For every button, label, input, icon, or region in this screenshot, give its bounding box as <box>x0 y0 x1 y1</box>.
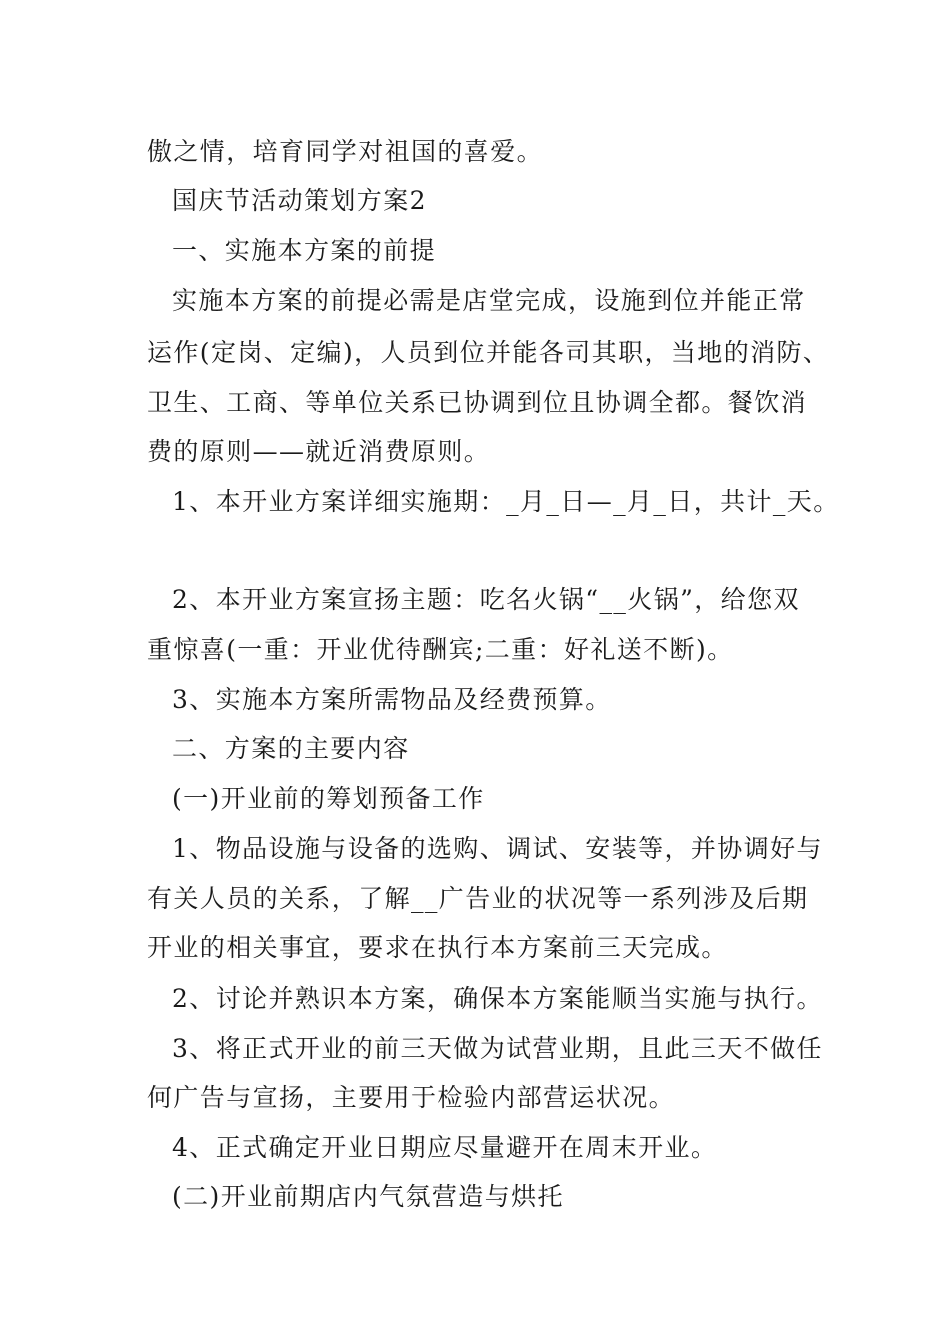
heading-line: (二)开业前期店内气氛营造与烘托 <box>172 1182 564 1211</box>
paragraph-line: 实施本方案的前提必需是店堂完成，设施到位并能正常 <box>172 286 806 315</box>
list-item: 1、本开业方案详细实施期：_月_日—_月_日，共计_天。 <box>172 487 840 516</box>
heading-line: 一、实施本方案的前提 <box>172 236 437 265</box>
paragraph-line: 何广告与宣扬，主要用于检验内部营运状况。 <box>147 1083 676 1112</box>
list-item: 3、将正式开业的前三天做为试营业期，且此三天不做任 <box>172 1034 823 1063</box>
section-title: 国庆节活动策划方案2 <box>172 186 427 215</box>
list-item: 2、讨论并熟识本方案，确保本方案能顺当实施与执行。 <box>172 984 823 1013</box>
paragraph-line: 卫生、工商、等单位关系已协调到位且协调全都。餐饮消 <box>147 388 808 417</box>
list-item: 3、实施本方案所需物品及经费预算。 <box>172 685 612 714</box>
list-item: 4、正式确定开业日期应尽量避开在周末开业。 <box>172 1133 718 1162</box>
paragraph-line: 开业的相关事宜，要求在执行本方案前三天完成。 <box>147 933 728 962</box>
paragraph-line: 运作(定岗、定编)，人员到位并能各司其职，当地的消防、 <box>147 338 830 367</box>
paragraph-line: 有关人员的关系，了解__广告业的状况等一系列涉及后期 <box>147 884 809 913</box>
heading-line: (一)开业前的筹划预备工作 <box>172 784 485 813</box>
paragraph-line: 傲之情，培育同学对祖国的喜爱。 <box>147 137 544 166</box>
paragraph-line: 重惊喜(一重：开业优待酬宾;二重：好礼送不断)。 <box>147 635 734 664</box>
heading-line: 二、方案的主要内容 <box>172 734 410 763</box>
list-item: 2、本开业方案宣扬主题：吃名火锅“__火锅”，给您双 <box>172 585 800 614</box>
paragraph-line: 费的原则——就近消费原则。 <box>147 437 491 466</box>
list-item: 1、物品设施与设备的选购、调试、安装等，并协调好与 <box>172 834 823 863</box>
